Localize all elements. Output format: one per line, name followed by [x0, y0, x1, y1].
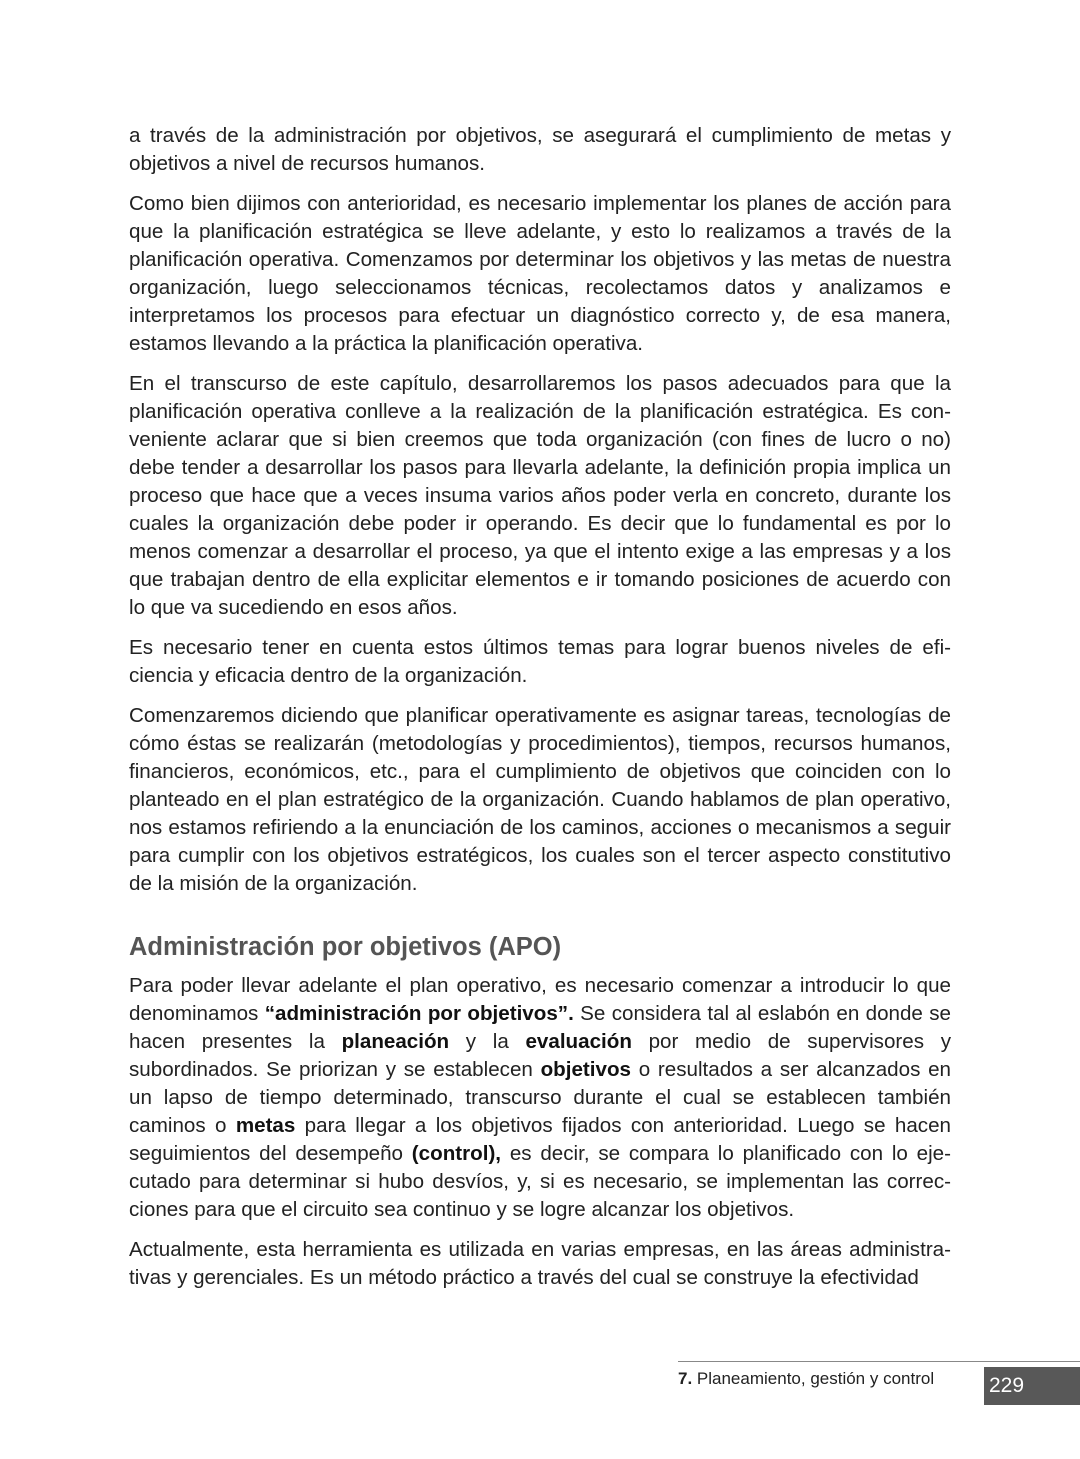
- paragraph: [129, 634, 951, 690]
- bold-term: evaluación: [525, 1030, 632, 1053]
- paragraph: [129, 122, 951, 178]
- running-footer: [678, 1368, 934, 1390]
- chapter-title: Planeamiento, gestión y control: [692, 1369, 935, 1388]
- bold-term: planeación: [341, 1030, 450, 1053]
- text-run: a través de la administración por objetivos, se asegurará el cumplimiento de metas y objetivos a nivel de recursos humanos.: [129, 124, 951, 175]
- text-run: para llegar a los objetivos fijados con anterioridad. Luego se hacen seguimientos del desempeño: [129, 1114, 951, 1165]
- paragraph: [129, 190, 951, 358]
- text-run: por medio de supervisores y subordinados. Se priorizan y se establecen: [129, 1030, 951, 1081]
- body-section-1: [129, 122, 951, 898]
- text-run: Actualmente, esta herramienta es utilizada en varias empresas, en las áreas administrativas y gerenciales. Es un método práctico a través del cual se construye la efectividad: [129, 1238, 951, 1289]
- text-run: Como bien dijimos con anterioridad, es necesario implementar los planes de acción para que la planificación estratégica se lleve adelante, y esto lo realizamos a través de la planificación operativa. Comenzamos por determinar los objetivos y las metas de nuestra organización, luego seleccionamos técnicas, recolectamos datos y analizamos e interpretamos los procesos para efectuar un diagnóstico correcto y, de esa manera, estamos llevando a la práctica la planificación operativa.: [129, 192, 951, 355]
- text-run: Comenzaremos diciendo que planificar operativamente es asignar tareas, tecnologías de cómo éstas se realizarán (metodologías y procedimientos), tiempos, recursos humanos, financieros, económicos, etc., para el cumplimiento de objetivos que coinciden con lo planteado en el plan estratégico de la organización. Cuando hablamos de plan operativo, nos estamos refiriendo a la enunciación de los caminos, acciones o mecanismos a seguir para cumplir con los objetivos estratégicos, los cuales son el tercer aspecto constitutivo de la misión de la organización.: [129, 704, 951, 895]
- page-number-box: [984, 1367, 1080, 1405]
- bold-term: (control),: [411, 1142, 502, 1165]
- page-content: [129, 122, 951, 1304]
- text-run: o resultados a ser alcanzados en un lapso de tiempo determinado, transcurso durante el cual se establecen también caminos o: [129, 1058, 952, 1137]
- bold-term: objetivos: [540, 1058, 631, 1081]
- text-run: Se considera tal al eslabón en donde se hacen presentes la: [129, 1002, 951, 1053]
- bold-term: metas: [235, 1114, 296, 1137]
- section-heading: Administración por objetivos (APO): [129, 933, 562, 961]
- text-run: Es necesario tener en cuenta estos últimos temas para lograr buenos niveles de eficiencia y eficacia dentro de la organización.: [129, 636, 951, 687]
- text-run: En el transcurso de este capítulo, desarrollaremos los pasos adecuados para que la planificación operativa conlleve a la realización de la planificación estratégica. Es conveniente aclarar que si bien creemos que toda organización (con fines de lucro o no) debe tender a desarrollar los pasos para llevarla adelante, la definición propia implica un proceso que hace que a veces insuma varios años poder verla en concreto, durante los cuales la organización debe poder ir operando. Es decir que lo fundamental es por lo menos comenzar a desarrollar el proceso, ya que el intento exige a las empresas y a los que trabajan dentro de ella explicitar elementos e ir tomando posiciones de acuerdo con lo que va sucediendo en esos años.: [129, 372, 951, 619]
- body-section-2: [129, 972, 951, 1292]
- text-run: y la: [449, 1030, 526, 1053]
- paragraph: [129, 370, 951, 622]
- paragraph: [129, 972, 951, 1224]
- footer-divider: [678, 1361, 1080, 1362]
- paragraph: [129, 702, 951, 898]
- text-run: es decir, se compara lo planificado con lo ejecutado para determinar si hubo desvíos, y, si es necesario, se implementan las correcciones para que el circuito sea continuo y se logre alcanzar los objetivos.: [129, 1142, 951, 1221]
- bold-term: “administración por objetivos”.: [264, 1002, 574, 1025]
- page-number: 229: [989, 1374, 1025, 1397]
- paragraph: [129, 1236, 951, 1292]
- chapter-number: 7.: [678, 1369, 693, 1388]
- text-run: Para poder llevar adelante el plan operativo, es necesario comenzar a introducir lo que denominamos: [129, 974, 951, 1025]
